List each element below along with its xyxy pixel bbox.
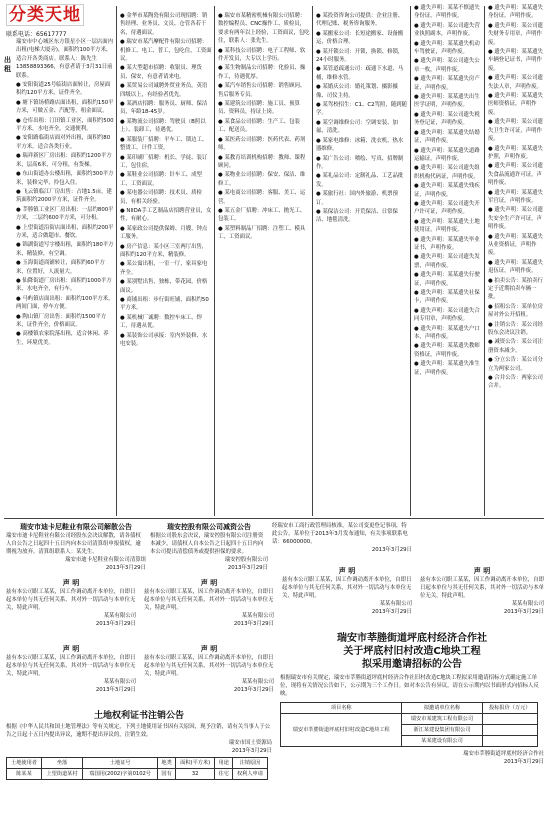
declaration-title: 声 明 [473,567,491,575]
section-divider [4,518,544,519]
land-table [6,757,268,780]
table-cell: 上望街道某村 [42,769,83,780]
notice-body: 瑞安市迪卡尼鞋业有限公司经股东会决议解散，请各债权人自公告之日起四十五日内向本公司清算组申报债权，逾期视为放弃。清算组联系人：某先生。 [6,533,141,555]
notice-signature: 瑞安控股有限公司 [224,557,268,563]
announcement-title-line-1: 瑞安市莘塍街道坪底村经济合作社 [337,633,487,644]
bidding-table [280,702,538,747]
classified-item: ● 遗失声明：某公司遗失食品流通许可证，声明作废。 [488,163,543,187]
classified-item: ● 某驾校招生：C1、C2驾照，随到随学。 [316,102,407,117]
land-certificate-notice [6,710,272,814]
table-cell: 32 [175,769,215,780]
classified-item: ● 遗失声明：某某遗失土地使用证，声明作废。 [414,218,480,234]
declaration-signature: 某某有限公司 [103,613,136,619]
classified-column-3 [218,12,310,516]
classified-item: ● 某印刷厂招聘：机长、学徒、装订工，包住宿。 [120,154,208,169]
classified-item: ● 高楼镇农家院落出租，适合休闲、养生，环境优美。 [16,331,109,346]
bid-price [482,736,537,747]
bid-project-name: 瑞安市莘塍街道坪底村旧村改造C地块工程 [281,714,402,747]
table-row [7,769,268,780]
notice-date: 2013年3月29日 [227,565,268,571]
classified-item: ● 某广告公司：喷绘、写真、招牌制作。 [316,155,404,170]
classified-item: ● 锦湖街道写字楼出租，面积约180平方米，精装修，有空调。 [16,242,114,257]
classified-item: ● 遗失声明：某某遗失身份证，声明作废。 [488,5,543,20]
column-divider [410,6,411,516]
classified-item: ● 瑞安市某汽摩配件有限公司招聘：机修工、电工、普工，包吃住，工资面议。 [120,39,212,63]
column-divider [116,6,117,516]
announcement-date: 2013年3月29日 [503,759,544,765]
classified-item: ● 某生物制品公司招聘：化验员、操作工，待遇优厚。 [218,65,306,80]
declaration-6 [144,644,274,706]
classified-item: ● 某贸易公司诚聘外贸业务员，英语四级以上，有经验者优先。 [120,83,208,98]
declaration-1 [6,578,136,640]
classified-item: ● 遗失声明：某某遗失机动车驾驶证，声明作废。 [414,40,480,56]
classified-item: ● 遗失声明：某某遗失教师资格证，声明作废。 [414,343,480,358]
notice-body: 经瑞安市工商行政管理局核准，某公司变更登记事项，特此公告。某单位于2013年3月发布通知，有关事项联系电话：66000000。 [272,523,408,545]
declaration-title: 声 明 [62,645,80,653]
classified-item: ● 遗失声明：某某不慎遗失身份证，声明作废。 [414,5,480,20]
classified-item: ● 某大型超市招聘：收银员、理货员、保安，有意者请来电。 [120,65,202,80]
bid-col-project: 项目名称 [281,703,402,714]
classified-item: ● 某家政公司提供保姆、月嫂、钟点工服务。 [120,225,208,241]
classified-item: ● 遗失声明：某公司遗失公章一枚，声明作废。 [414,58,480,73]
classified-item: ● 某五金厂招聘：冲床工、抛光工、包装工。 [218,207,306,223]
bidding-announcement [280,632,544,814]
announcement-body: 根据瑞安市有关规定，瑞安市莘塍街道坪底村经济合作社旧村改造C地块工程拟采用邀请招标方式确定施工单位，现将有关情况公告如下，公示期为三个工作日。如对本公告有异议，请在公示期内以书面形式向招标人反映。 [280,675,539,697]
bid-unit: 瑞安市某建筑工程有限公司 [402,714,482,725]
declaration-4 [420,566,544,628]
column-divider [312,6,313,516]
land-col-header: 注销原因 [232,758,267,769]
notice-dissolution [6,522,146,574]
classified-item: ● 遗失声明：某某遗失道路运输证，声明作废。 [414,147,480,162]
declaration-date: 2013年3月29日 [233,687,274,693]
classified-item: ● 某科技公司招聘：电子工程师、软件开发员，大专以上学历。 [218,47,306,63]
classified-item: ● 某教育培训机构招聘：教师、课程顾问。 [218,154,306,169]
bid-price [482,725,537,736]
classified-item: ● 遗失声明：某某遗失社保卡，声明作废。 [414,290,480,305]
classified-item: ● 遗失声明：某某遗失行驶证，声明作废。 [414,272,480,287]
classified-column-5 [414,4,482,516]
classified-item: ● 分立公告：某公司分立为两家公司。 [488,357,543,372]
declaration-3 [282,566,412,628]
bid-price [482,714,537,725]
land-notice-body: 根据《中华人民共和国土地管理法》等有关规定，下列土地使用证书因有关原因，现予注销，请有关当事人于公告之日起十五日内提出异议，逾期不提出异议的，注销生效。 [6,724,271,738]
classified-item: ● 某电商公司招聘：客服、美工、运营。 [218,190,306,205]
classified-column-4 [316,12,408,516]
classified-item: ● 莘塍镇工业区厂房出租：一层约800平方米，二层约600平方米，可分租。 [16,206,114,222]
classified-item: ● 某旅行社：国内外旅游、机票预订。 [316,191,398,206]
declaration-signature: 某某有限公司 [511,601,544,607]
classified-item: ● 招租公告：某单位房屋对外公开招租。 [488,303,543,319]
declaration-5 [6,644,136,706]
declaration-date: 2013年3月29日 [503,609,544,615]
declaration-body: 兹有本公司职工某某，因工作调动离开本单位，自即日起本单位与其无任何关系，其对外一切活动与本单位无关，特此声明。 [6,589,136,611]
classified-item: ● 遗失声明：某某遗失出生医学证明，声明作废。 [414,94,480,109]
declaration-date: 2013年3月29日 [371,609,412,615]
notice-title: 瑞安控股有限公司减资公告 [167,523,251,531]
declaration-title: 声 明 [200,579,218,587]
classified-item: ● 某管道疏通公司：疏通下水道、马桶，维修水管。 [316,66,404,81]
classified-item: ● 遗失声明：某公司遗失税务登记证，声明作废。 [414,111,480,127]
table-cell: 陈某某 [7,769,42,780]
classified-item: ● 某食品公司招聘：生产工、包装工、配送员。 [218,118,300,134]
classified-item: ● 玉海街道商铺转让，面积约60平方米，位置好，人流量大。 [16,260,105,275]
classified-item: ● 遗失声明：某某遗失从业资格证，声明作废。 [488,233,543,257]
classified-item: ● 塘下镇场桥路店面出租，面积约150平方米，可做五金、汽配等，租金面议。 [16,99,114,115]
notice-title: 瑞安市迪卡尼鞋业有限公司解散公告 [20,523,132,531]
notice-capital-reduction [150,522,268,574]
classified-item: ● 某机械厂诚聘：数控车床工、焊工，待遇从优。 [120,314,202,330]
classified-item: ● 遗失声明：某公司遗失发票，声明作废。 [414,254,480,269]
classified-item: 瑞安市中心城区东方银星小区一层店面内出租(电梯大厦旁)，面积约100平方米，适合开各类商店。联系人：陈先生 13858893366，有意者请于3月31日前联系。 [16,39,114,79]
classified-item: ● 遗失声明：某某遗失护照，声明作废。 [488,145,543,160]
classified-item: ● 遗失声明：某某遗失毕业证书，声明作废。 [414,236,480,251]
classified-item: ● 某家电维修：冰箱、洗衣机、热水器维修。 [316,137,404,153]
declaration-signature: 某某有限公司 [241,613,274,619]
classified-item: ● 遗失声明：某某遗失医师资格证，声明作废。 [488,93,543,116]
declaration-body: 兹有本公司职工某某，因工作调动离开本单位，自即日起本单位与其无任何关系，其对外一切活动与本单位无关，特此声明。 [6,655,136,677]
classified-item: ● 遗失声明：某某遗失结婚证，声明作废。 [414,129,480,145]
classified-item: ● 注销公告：某公司经股东会决议注销。 [488,321,543,337]
classified-item: ● 遗失声明：某某遗失退伍证，声明作废。 [488,259,543,275]
table-cell: 权利人申请 [232,769,267,780]
declaration-body: 兹有本公司职工某某，因工作调动离开本单位，自即日起本单位与其无任何关系，其对外一切活动与本单位无关，特此声明。 [144,589,274,611]
declaration-date: 2013年3月29日 [95,621,136,627]
land-col-header: 土地证号 [83,758,158,769]
classified-item: ● 遗失声明：某公司遗失开户许可证，声明作废。 [414,200,480,216]
land-notice-date: 2013年3月29日 [231,748,272,754]
classified-item: ● 安阳街道25号临街店面转让，房屋面积约120平方米，证件齐全。 [16,82,111,97]
declaration-title: 声 明 [62,579,80,587]
land-notice-title: 土地权利证书注销公告 [93,711,184,721]
classified-column-6 [488,4,546,516]
notice-date: 2013年3月29日 [105,565,146,571]
classified-item: ● 某装饰公司承接：室内外装修、水电安装。 [120,332,208,348]
land-col-header: 用途 [215,758,232,769]
classified-item: ● 遗失声明：某某遗失军官证，声明作废。 [488,189,543,204]
declaration-signature: 某某有限公司 [379,601,412,607]
classified-item: ● 遗失声明：某公司遗失营业执照副本，声明作废。 [414,22,480,38]
classified-item: ● 陶山镇厂房出售：面积约1500平方米，证件齐全，价格面议。 [16,313,107,328]
classified-item: ● 某保洁公司：开荒保洁、日常保洁、地毯清洗。 [316,208,398,224]
announcement-title-line-2: 关于坪底村旧村改造C地块工程 [343,646,481,657]
announcement-title-line-3: 拟采用邀请招标的公告 [362,659,462,670]
classified-item: ● 遗失声明：某公司遗失财务专用章，声明作废。 [488,22,543,46]
classified-item: ● 某物业公司招聘：保安、保洁、维修工。 [218,172,306,187]
land-col-header: 土地使用者 [7,758,42,769]
rent-label: 出租 [4,56,11,73]
classified-item: ● 某公寓出租，一室一厅，家具家电齐全。 [120,261,208,276]
classified-column-2 [120,12,212,516]
classified-item: ● 遗失声明：某公司遗失组织机构代码证，声明作废。 [414,165,480,180]
table-cell: 住宅 [215,769,232,780]
declaration-date: 2013年3月29日 [233,621,274,627]
land-col-header: 坐落 [42,758,83,769]
land-col-header: 地类 [158,758,175,769]
classified-item: ● 某别墅出售，独栋，带花园，价格面议。 [120,279,208,294]
classified-item: ● 某投资咨询公司提供：企业注册、代理记账、税务咨询服务。 [316,13,404,28]
classified-item: ● 某酒店招聘：服务员、厨师、保洁员，年龄18-45岁。 [120,101,208,116]
bid-col-price: 投标报价（万元） [482,703,537,714]
classified-item: ● 合并公告：两家公司合并。 [488,375,543,390]
classified-column-1 [16,38,114,516]
declaration-date: 2013年3月29日 [95,687,136,693]
classified-item: ● 某搬家公司：长短途搬家、设备搬运，价格合理。 [316,30,404,46]
contact-phone: 联系电话：65617777 [6,31,67,38]
classified-item: ● 瑞安市某精密机械有限公司招聘：数控编程员、CNC操作工、质检员，要求有两年以上经验，工资面议，包吃住，联系人：张先生。 [218,13,310,45]
classified-item: ● 商铺出租：步行街旺铺，面积约50平方米。 [120,297,209,312]
classified-item: ● 遗失声明：某某遗失房产证，声明作废。 [414,76,480,91]
bid-col-units: 拟邀请单位名称 [402,703,482,714]
column-divider [484,6,485,516]
bid-unit: 浙江某建设集团有限公司 [402,725,482,736]
classified-item: ● 某鞋业公司招聘：针车工、成型工，工资面议。 [120,172,202,187]
notice-date: 2013年3月29日 [371,547,412,553]
classified-item: ● 遗失声明：某某遗失车辆登记证书，声明作废。 [488,49,543,72]
classified-item: ● 拍卖公告：某拍卖行定于近期拍卖车辆一批。 [488,277,543,301]
declaration-signature: 某某有限公司 [241,679,274,685]
classified-item: ● 东山街道办公楼出租，面积约300平方米，装修完毕，拎包入住。 [16,171,114,186]
classified-item: ● 瑞祥新区厂房出租：面积约1200平方米，层高6米，可分租，有货梯。 [16,153,112,168]
classified-item: ● 某电器公司招聘：技术员、质检员，有相关经验。 [120,190,202,205]
classified-item: ● 某物流公司招聘：驾驶员（B照以上）、装卸工，待遇优。 [120,118,206,134]
classified-item: ● 金华市某陶瓷有限公司现招聘：销售经理、业务员、文员、仓管各若干名，待遇面议。 [120,13,208,36]
classified-item: ● 遗失声明：某公司遗失卫生许可证，声明作废。 [488,119,543,143]
table-cell: 瑞国用(2002)字第0102号 [83,769,158,780]
classified-item: ● 某开锁公司：开锁、换锁、修锁，24小时服务。 [316,48,404,64]
bid-unit: 某某建设有限公司 [402,736,482,747]
table-cell: 国有 [158,769,175,780]
classified-item: ● 仙降街道厂房出租：面积约1000平方米，水电齐全，有行车。 [16,277,112,293]
declaration-signature: 某某有限公司 [103,679,136,685]
declaration-title: 声 明 [338,567,356,575]
classified-item: ● 上望街道沿街店面出租，面积约200平方米，适合做超市、餐饮。 [16,224,114,239]
classified-item: ● 遗失声明：某公司遗失合同专用章，声明作废。 [414,307,480,323]
classified-item: ● 仓库出租：汀田镇工业区，面积约500平方米，水电齐全，交通便利。 [16,117,114,133]
classified-item: ● 遗失声明：某某遗失残疾证，声明作废。 [414,183,480,198]
classified-item: ● 某婚庆公司：婚礼策划、摄影摄像、司仪主持。 [316,84,398,99]
land-table-header [7,758,268,769]
classified-item: ● 某服装厂招聘：平车工、锁边工、整烫工，计件工资。 [120,136,208,152]
classified-item: ● 安阳路临街店面对外出租，面积约80平方米，适合各类行业。 [16,135,111,150]
section-header [6,4,86,38]
declaration-body: 兹有本公司职工某某，因工作调动离开本单位，自即日起本单位与其无任何关系，其对外一切活动与本单位无关，特此声明。 [420,577,544,599]
classified-item: ● 减资公告：某公司注册资本减少。 [488,339,543,354]
declaration-body: 兹有本公司职工某某，因工作调动离开本单位，自即日起本单位与其无任何关系，其对外一切活动与本单位无关，特此声明。 [282,577,412,599]
land-col-header: 面积(平方米) [175,758,215,769]
announcement-signature: 瑞安市莘塍街道坪底村经济合作社 [463,751,544,757]
land-notice-signature: 瑞安市国土资源局 [228,740,272,746]
classified-item: ● 遗失声明：某公司遗失安全生产许可证，声明作废。 [488,207,543,231]
classified-item: ● 某医药公司招聘：医药代表、药剂师。 [218,136,306,152]
classified-item: ● NIIDA手工艺制品店招聘营业员，女性，有耐心。 [120,207,212,223]
declaration-2 [144,578,274,640]
classified-item: ● 某空调维修公司：空调安装、加氟、清洗。 [316,119,398,135]
classified-item: ● 马屿镇店面出租：面积约100平方米，两间门面，停车方便。 [16,295,114,311]
classified-item: ● 房产信息：某小区三室两厅出售，面积约120平方米，精装修。 [120,243,208,258]
notice-signature: 瑞安市迪卡尼鞋业有限公司清算组 [65,557,146,563]
classified-item: ● 某建筑公司招聘：施工员、预算员、资料员，持证上岗。 [218,101,300,116]
classified-item: ● 遗失声明：某某遗失户口本，声明作废。 [414,325,480,341]
classified-item: ● 某汽车销售公司招聘：销售顾问、售后服务专员。 [218,83,306,98]
classified-item: ● 某塑料制品厂招聘：注塑工、模具工，工资面议。 [218,225,306,241]
column-divider [214,6,215,516]
classified-item: ● 某礼品公司：定制礼品、工艺品批发。 [316,173,404,188]
classified-item: ● 遗失声明：某公司遗失法人章，声明作废。 [488,75,543,90]
declaration-body: 兹有本公司职工某某，因工作调动离开本单位，自即日起本单位与其无任何关系，其对外一切活动与本单位无关，特此声明。 [144,655,274,677]
notice-body: 根据公司股东会决议，瑞安控股有限公司注册资本减少，请债权人自本公告之日起四十五日内向本公司提出清偿债务或提供担保的要求。 [150,533,264,555]
classified-item: ● 飞云镇临江厂房出售：占地1.5亩，建筑面积约2000平方米，证件齐全。 [16,188,112,204]
notice-change [272,522,412,562]
classified-item: ● 遗失声明：某某遗失准生证，声明作废。 [414,361,480,376]
section-title: 分类天地 [6,4,84,26]
declaration-title: 声 明 [200,645,218,653]
